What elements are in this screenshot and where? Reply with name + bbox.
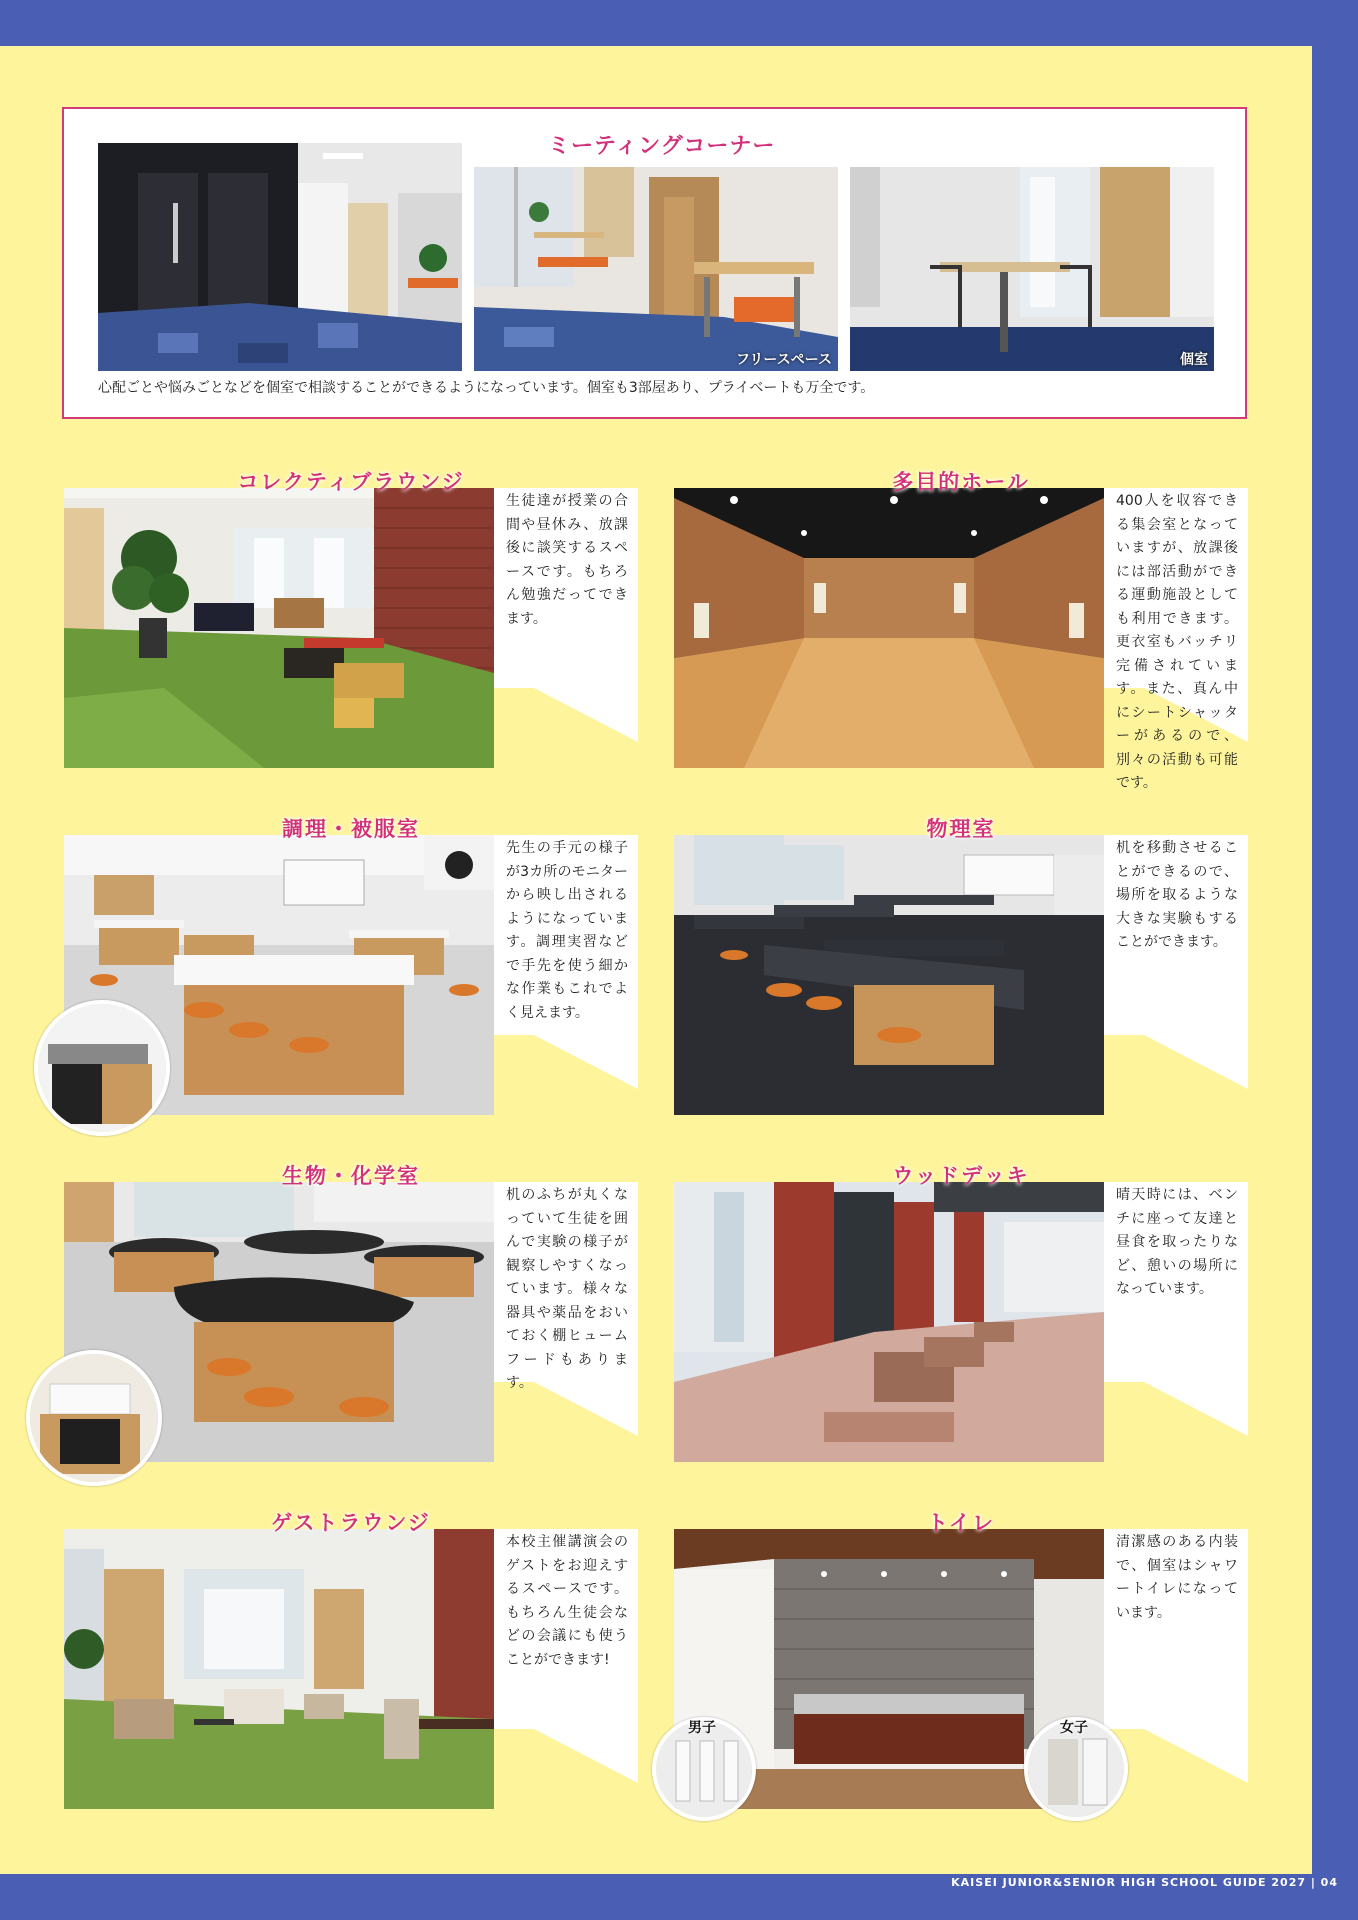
collective-lounge-description: 生徒達が授業の合間や昼休み、放課後に談笑するスペースです。もちろん勉強だってできます。 xyxy=(506,493,628,627)
toilet-title: トイレ xyxy=(927,1511,995,1535)
multipurpose-hall-description: 400人を収容できる集会室となっていますが、放課後には部活動ができる運動施設としても利用できます。更衣室もバッチリ完備されています。また、真ん中にシートシャッターがあるので、別々の活動も可能です。 xyxy=(1116,493,1238,791)
multipurpose-hall-photo xyxy=(674,488,1104,768)
meeting-corner-section xyxy=(62,107,1247,419)
card-physics-room xyxy=(674,817,1248,1115)
stove-inset-photo xyxy=(34,1000,170,1136)
guest-lounge-title: ゲストラウンジ xyxy=(271,1511,431,1535)
biology-chemistry-room-description: 机のふちが丸くなっていて生徒を囲んで実験の様子が観察しやすくなっています。様々な器具や薬品をおいておく棚ヒュームフードもあります。 xyxy=(506,1187,628,1391)
card-cooking-sewing-room xyxy=(64,817,638,1115)
wood-deck-description: 晴天時には、ベンチに座って友達と昼食を取ったりなど、憩いの場所になっています。 xyxy=(1116,1187,1238,1297)
card-multipurpose-hall xyxy=(674,470,1248,791)
collective-lounge-title: コレクティブラウンジ xyxy=(237,470,465,494)
footer-text: KAISEI JUNIOR&SENIOR HIGH SCHOOL GUIDE 2027 | 04 xyxy=(951,1876,1338,1889)
meeting-corner-title: ミーティングコーナー xyxy=(548,134,776,159)
wood-deck-title: ウッドデッキ xyxy=(892,1164,1030,1188)
physics-room-title: 物理室 xyxy=(926,817,996,841)
sink-inset-photo xyxy=(26,1350,162,1486)
card-biology-chemistry-room xyxy=(64,1164,638,1462)
free-space-caption: フリースペース xyxy=(735,352,832,368)
guest-lounge-description: 本校主催講演会のゲストをお迎えするスペースです。もちろん生徒会などの会議にも使うことができます! xyxy=(506,1534,628,1668)
collective-lounge-photo xyxy=(64,488,494,768)
multipurpose-hall-title: 多目的ホール xyxy=(892,470,1030,494)
card-wood-deck xyxy=(674,1164,1248,1462)
female-toilet-label: 女子 xyxy=(1060,1720,1088,1736)
physics-room-photo xyxy=(674,835,1104,1115)
meeting-entrance-photo xyxy=(98,143,462,371)
meeting-corner-description: 心配ごとや悩みごとなどを個室で相談することができるようになっています。個室も3部屋あり、プライベートも万全です。 xyxy=(98,380,875,396)
toilet-description: 清潔感のある内装で、個室はシャワートイレになっています。 xyxy=(1116,1534,1238,1621)
cooking-sewing-room-description: 先生の手元の様子が3カ所のモニターから映し出されるようになっています。調理実習などで手先を使う細かな作業もこれでよく見えます。 xyxy=(506,840,628,1021)
wood-deck-photo xyxy=(674,1182,1104,1462)
private-room-caption: 個室 xyxy=(1180,352,1208,368)
male-toilet-label: 男子 xyxy=(688,1720,716,1736)
card-guest-lounge xyxy=(64,1511,638,1809)
card-collective-lounge xyxy=(64,470,638,768)
card-toilet xyxy=(674,1511,1248,1809)
free-space-photo xyxy=(474,167,838,371)
biology-chemistry-room-title: 生物・化学室 xyxy=(282,1164,420,1188)
cooking-sewing-room-title: 調理・被服室 xyxy=(282,817,420,841)
physics-room-description: 机を移動させることができるので、場所を取るような大きな実験もすることができます。 xyxy=(1116,840,1238,950)
guest-lounge-photo xyxy=(64,1529,494,1809)
private-room-photo xyxy=(850,167,1214,371)
footer-bar xyxy=(0,1874,1358,1920)
